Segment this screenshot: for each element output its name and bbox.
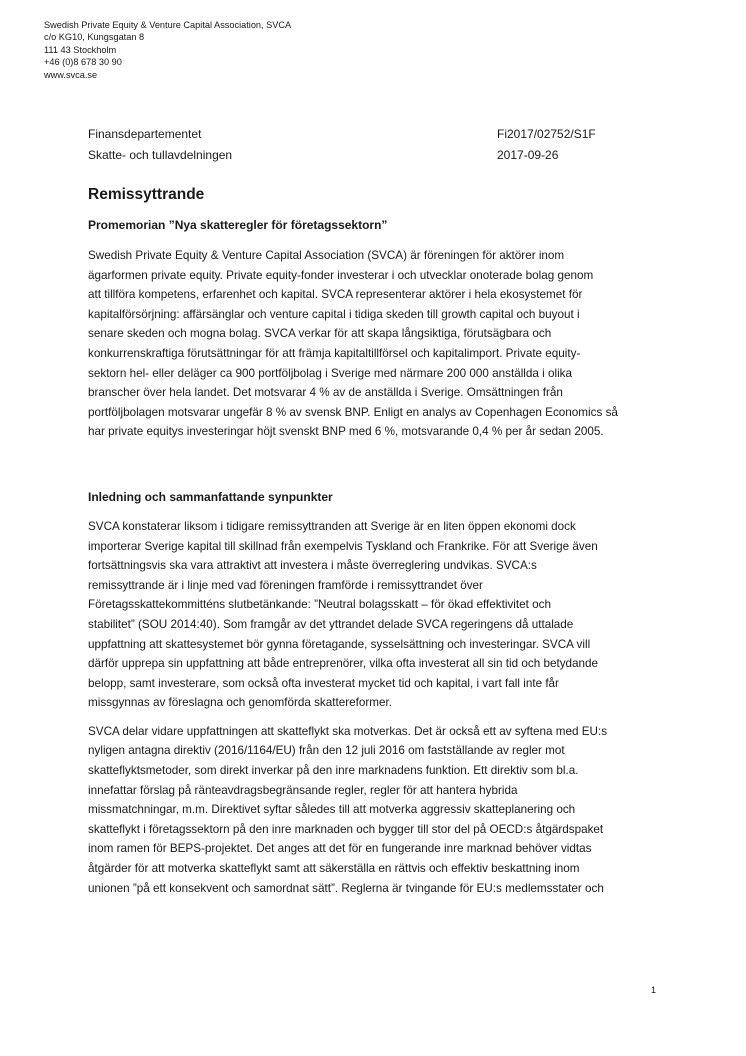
document-date: 2017-09-26 [497, 147, 559, 162]
paragraph-line: kapitalförsörjning: affärsänglar och venture capital i tidiga skeden till growth capital och buyout i [88, 307, 580, 321]
reference-number: Fi2017/02752/S1F [497, 127, 596, 141]
section-spacer [88, 451, 668, 487]
paragraph-line: inom ramen för BEPS-projektet. Det anges att det för en fungerande inre marknad behöver vidtas [88, 842, 592, 856]
paragraph-line: ägarformen private equity. Private equity-fonder investerar i och utvecklar onoterade bolag genom [88, 268, 594, 282]
document-subtitle: Promemorian ”Nya skatteregler för företagssektorn” [88, 218, 388, 232]
paragraph-line: SVCA delar vidare uppfattningen att skatteflykt ska motverkas. Det är också ett av syftena med EU:s [88, 724, 608, 738]
sender-website[interactable]: www.svca.se [44, 69, 98, 80]
sender-address-block [44, 19, 291, 81]
paragraph-line: portföljbolagen motsvarar ungefär 8 % av svensk BNP. Enligt en analys av Copenhagen Economics så [88, 405, 618, 419]
paragraph-line: åtgärder för att motverka skatteflykt samt att säkerställa en rättvis och effektiv beskattning inom [88, 862, 580, 876]
paragraph-line: innefattar förslag på ränteavdragsbegränsande regler, regler för att hantera hybrida [88, 783, 518, 797]
paragraph-line: konkurrenskraftiga förutsättningar för att främja kapitaltillförsel och kapitalimport. Private equity- [88, 346, 581, 360]
page-number: 1 [651, 985, 657, 995]
section-heading: Inledning och sammanfattande synpunkter [88, 489, 333, 504]
paragraph-line: importerar Sverige kapital till skillnad från exempelvis Tyskland och Frankrike. För att Sverige även [88, 539, 598, 553]
paragraph-line: missmatchningar, m.m. Direktivet syftar således till att motverka aggressiv skatteplanering och [88, 803, 576, 817]
paragraph-line: sektorn hel- eller deläger ca 900 portföljbolag i Sverige med närmare 200 000 anställda i olika [88, 366, 573, 380]
recipient-division: Skatte- och tullavdelningen [88, 147, 233, 162]
recipient-department: Finansdepartementet [88, 127, 202, 141]
paragraph-line: senare skeden och mogna bolag. SVCA verkar för att skapa långsiktiga, förutsägbara och [88, 327, 552, 341]
document-body [88, 184, 668, 907]
document-title: Remissyttrande [88, 186, 205, 203]
paragraph-line: Företagsskattekommitténs slutbetänkande: ”Neutral bolagsskatt – för ökad effektivitet och [88, 598, 551, 612]
paragraph-line: unionen ”på ett konsekvent och samordnat sätt”. Reglerna är tvingande för EU:s medlemsstater och [88, 881, 604, 895]
paragraph-line: skatteflykt i företagssektorn på den inre marknaden och bygger till stor del på OECD:s åtgärdspaket [88, 822, 604, 836]
paragraph-line: att tillföra kompetens, erfarenhet och kapital. SVCA representerar aktörer i hela ekosystemet för [88, 288, 583, 302]
body-paragraph-2 [88, 722, 668, 898]
paragraph-line: belopp, samt investerare, som också ofta investerat mycket tid och kapital, i vart fall inte får [88, 676, 559, 690]
sender-postal-city: 111 43 Stockholm [44, 44, 117, 55]
sender-organization: Swedish Private Equity & Venture Capital Association, SVCA [44, 20, 292, 30]
paragraph-line: missgynnas av föreslagna och genomförda skattereformer. [88, 696, 393, 710]
paragraph-line: stabilitet” (SOU 2014:40). Som framgår av det yttrandet delade SVCA regeringens då uttalade [88, 617, 574, 631]
paragraph-line: remissyttrande är i linje med vad föreningen framförde i remissyttrandet över [88, 578, 483, 592]
paragraph-line: skatteflyktsmetoder, som direkt inverkar på den inre marknadens funktion. Ett direktiv som bl.a. [88, 764, 579, 778]
paragraph-line: SVCA konstaterar liksom i tidigare remissyttranden att Sverige är en liten öppen ekonomi dock [88, 519, 576, 533]
sender-phone: +46 (0)8 678 30 90 [44, 57, 122, 68]
paragraph-line: uppfattning att skattesystemet bör gynna företagande, sysselsättning och investeringar. SVCA vill [88, 637, 591, 651]
paragraph-line: har private equitys investeringar höjt svenskt BNP med 6 %, motsvarande 0,4 % per år sedan 2005. [88, 425, 604, 439]
paragraph-line: Swedish Private Equity & Venture Capital Association (SVCA) är föreningen för aktörer inom [88, 249, 565, 262]
paragraph-line: därför upprepa sin uppfattning att både entreprenörer, vilka ofta investerat all sin tid och betydande [88, 657, 599, 671]
intro-paragraph [88, 246, 668, 442]
paragraph-line: fortsättningsvis ska vara attraktivt att investera i måste överreglering undvikas. SVCA:s [88, 559, 537, 573]
reference-block [497, 124, 596, 165]
body-paragraph-1 [88, 517, 668, 713]
paragraph-line: branscher över hela landet. Det motsvarar 4 % av de anställda i Sverige. Omsättningen från [88, 386, 563, 400]
sender-street: c/o KG10, Kungsgatan 8 [44, 32, 145, 43]
paragraph-line: nyligen antagna direktiv (2016/1164/EU) från den 12 juli 2016 om fastställande av regler mot [88, 744, 565, 758]
recipient-block [88, 124, 232, 165]
